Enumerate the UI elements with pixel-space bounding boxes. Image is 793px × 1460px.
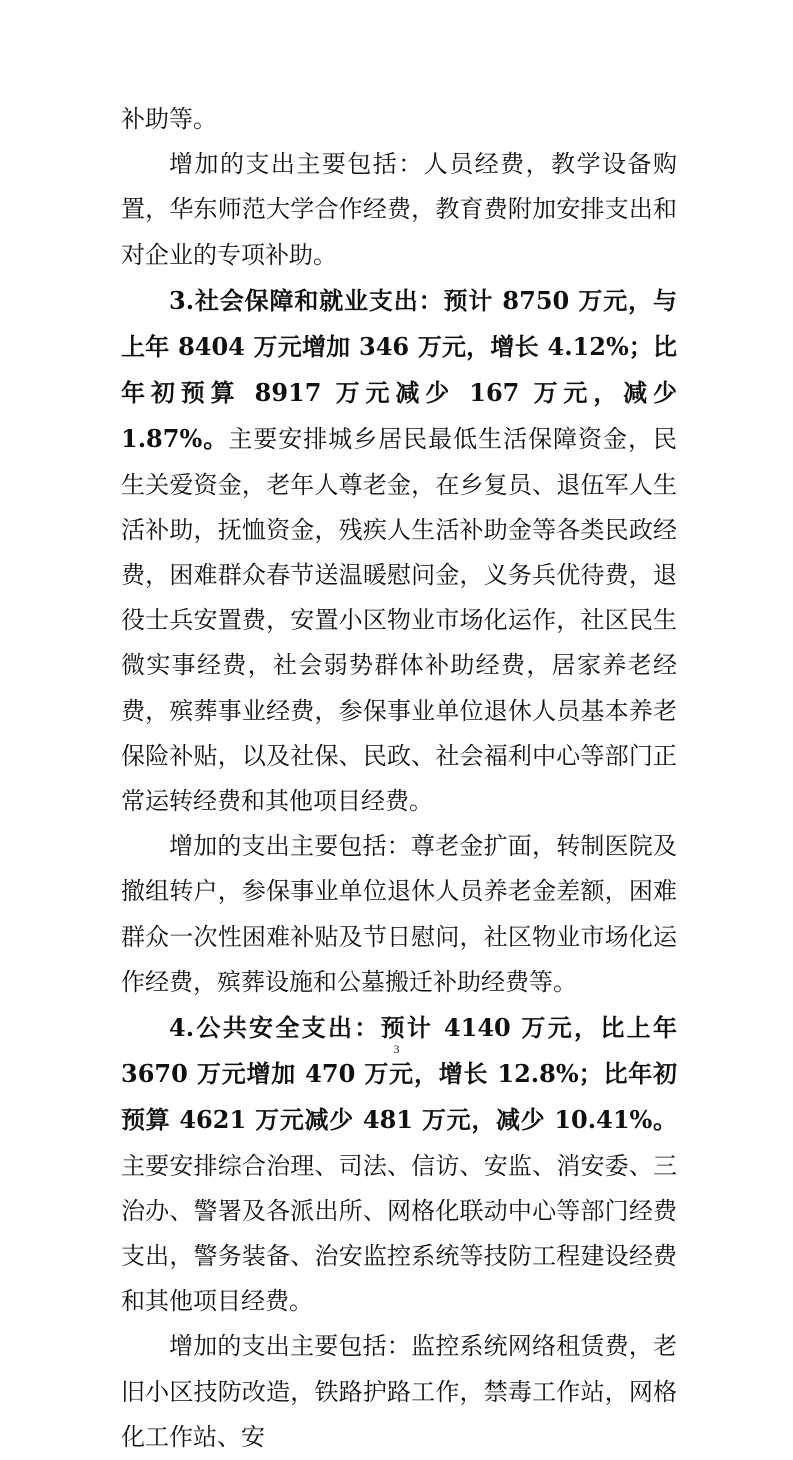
paragraph-3-heading: 3.社会保障和就业支出：预计 8750 万元，与上年 8404 万元增加 346 万元，增长 4.12%；比年初预算 8917 万元减少 167 万元，减少 1.87%。 xyxy=(121,285,677,454)
paragraph-4 xyxy=(121,824,677,1005)
paragraph-4-text: 增加的支出主要包括：尊老金扩面，转制医院及撤组转户，参保事业单位退休人员养老金差额，困难群众一次性困难补贴及节日慰问，社区物业市场化运作经费，殡葬设施和公墓搬迁补助经费等。 xyxy=(121,832,677,996)
paragraph-6-text: 增加的支出主要包括：监控系统网络租赁费，老旧小区技防改造，铁路护路工作，禁毒工作站，网格化工作站、安 xyxy=(121,1332,677,1451)
paragraph-5-text: 主要安排综合治理、司法、信访、安监、消安委、三治办、警署及各派出所、网格化联动中心等部门经费支出，警务装备、治安监控系统等技防工程建设经费和其他项目经费。 xyxy=(121,1151,677,1316)
document-body xyxy=(121,97,677,1460)
paragraph-1-text: 补助等。 xyxy=(121,105,217,133)
paragraph-6 xyxy=(121,1324,677,1460)
page-number: 3 xyxy=(393,1042,400,1056)
paragraph-5-heading: 4.公共安全支出：预计 4140 万元，比上年 3670 万元增加 470 万元，增长 12.8%；比年初预算 4621 万元减少 481 万元，减少 10.41%。 xyxy=(121,1013,677,1135)
paragraph-2 xyxy=(121,142,677,278)
paragraph-3-text: 主要安排城乡居民最低生活保障资金，民生关爱资金，老年人尊老金，在乡复员、退伍军人生活补助，抚恤资金，残疾人生活补助金等各类民政经费，困难群众春节送温暖慰问金，义务兵优待费，退役士兵安置费，安置小区物业市场化运作，社区民生微实事经费，社会弱势群体补助经费，居家养老经费，殡葬事业经费，参保事业单位退休人员基本养老保险补贴，以及社保、民政、社会福利中心等部门正常运转经费和其他项目经费。 xyxy=(121,425,677,816)
paragraph-1 xyxy=(121,97,677,142)
paragraph-3 xyxy=(121,278,677,824)
paragraph-2-text: 增加的支出主要包括：人员经费，教学设备购置，华东师范大学合作经费，教育费附加安排支出和对企业的专项补助。 xyxy=(121,150,677,269)
